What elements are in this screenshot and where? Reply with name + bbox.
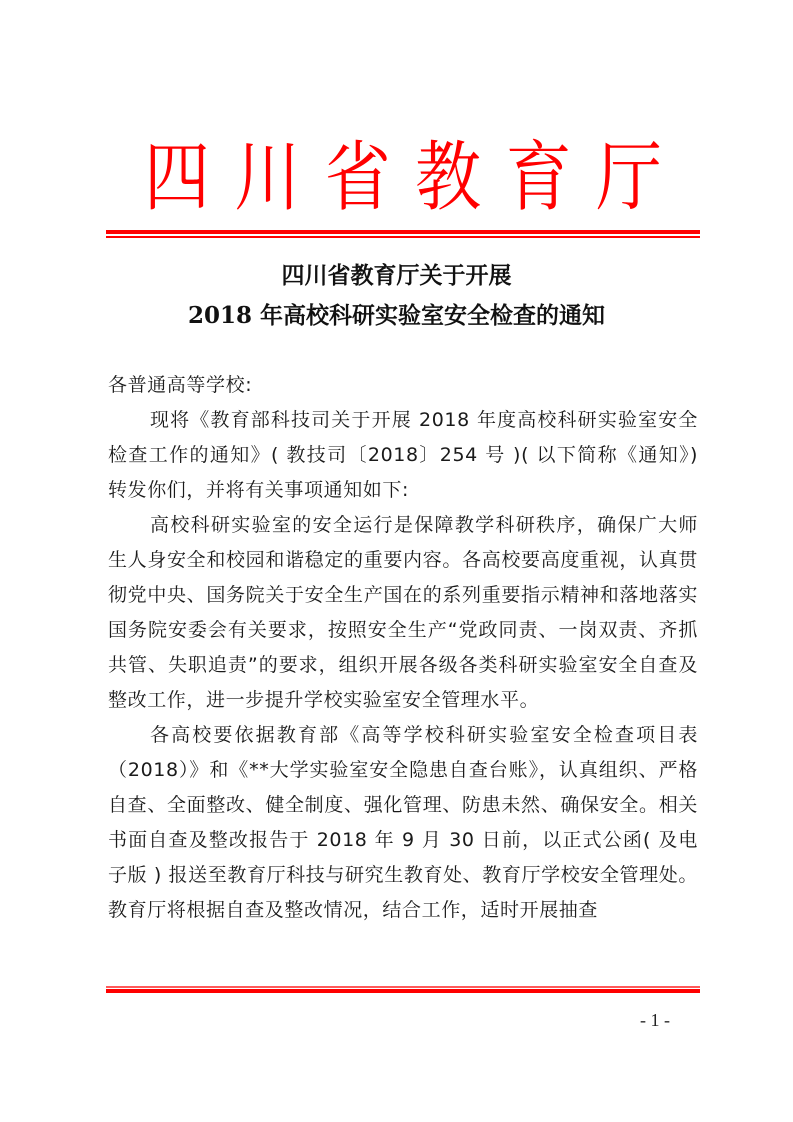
masthead-char: 教: [415, 133, 482, 222]
page-number: - 1 -: [640, 1010, 670, 1030]
document-title-line-1: 四川省教育厅关于开展: [281, 262, 512, 289]
body-paragraph: 各高校要依据教育部《高等学校科研实验室安全检查项目表（2018）》和《**大学实验室安全隐患自查台账》，认真组织、严格自查、全面整改、健全制度、强化管理、防患未然、确保安全。相关书面自查及整改报告于 2018 年 9 月 30 日前，以正式公函( 及电子版 ) 报送至教育厅科技与研究生教育处、教育厅学校安全管理处。教育厅将根据自查及整改情况，结合工作，适时开展抽查: [108, 724, 698, 921]
header-red-rule: [106, 230, 700, 238]
masthead-char: 省: [324, 133, 391, 222]
salutation: 各普通高等学校:: [108, 374, 253, 396]
document-body: [108, 368, 698, 928]
masthead-issuer-name: [106, 128, 700, 228]
document-title-line-2: 2018 年高校科研实验室安全检查的通知: [187, 302, 606, 329]
header-rule-thin: [106, 236, 700, 238]
masthead-char: 川: [234, 133, 301, 222]
header-rule-thick: [106, 230, 700, 234]
body-paragraph: 高校科研实验室的安全运行是保障教学科研秩序，确保广大师生人身安全和校园和谐稳定的重要内容。各高校要高度重视，认真贯彻党中央、国务院关于安全生产国在的系列重要指示精神和落地落实国务院安委会有关要求，按照安全生产“党政同责、一岗双责、齐抓共管、失职追责”的要求，组织开展各级各类科研实验室安全自查及整改工作，进一步提升学校实验室安全管理水平。: [108, 514, 698, 711]
footer-rule-thick: [106, 989, 700, 993]
body-paragraph: 现将《教育部科技司关于开展 2018 年度高校科研实验室安全检查工作的通知》( 教技司〔2018〕254 号 )( 以下简称《通知》) 转发你们，并将有关事项通知如下:: [108, 409, 698, 501]
masthead-char: 育: [505, 133, 572, 222]
masthead-char: 厅: [595, 133, 662, 222]
footer-red-rule: [106, 986, 700, 993]
footer-rule-thin: [106, 986, 700, 988]
masthead-char: 四: [144, 133, 210, 222]
